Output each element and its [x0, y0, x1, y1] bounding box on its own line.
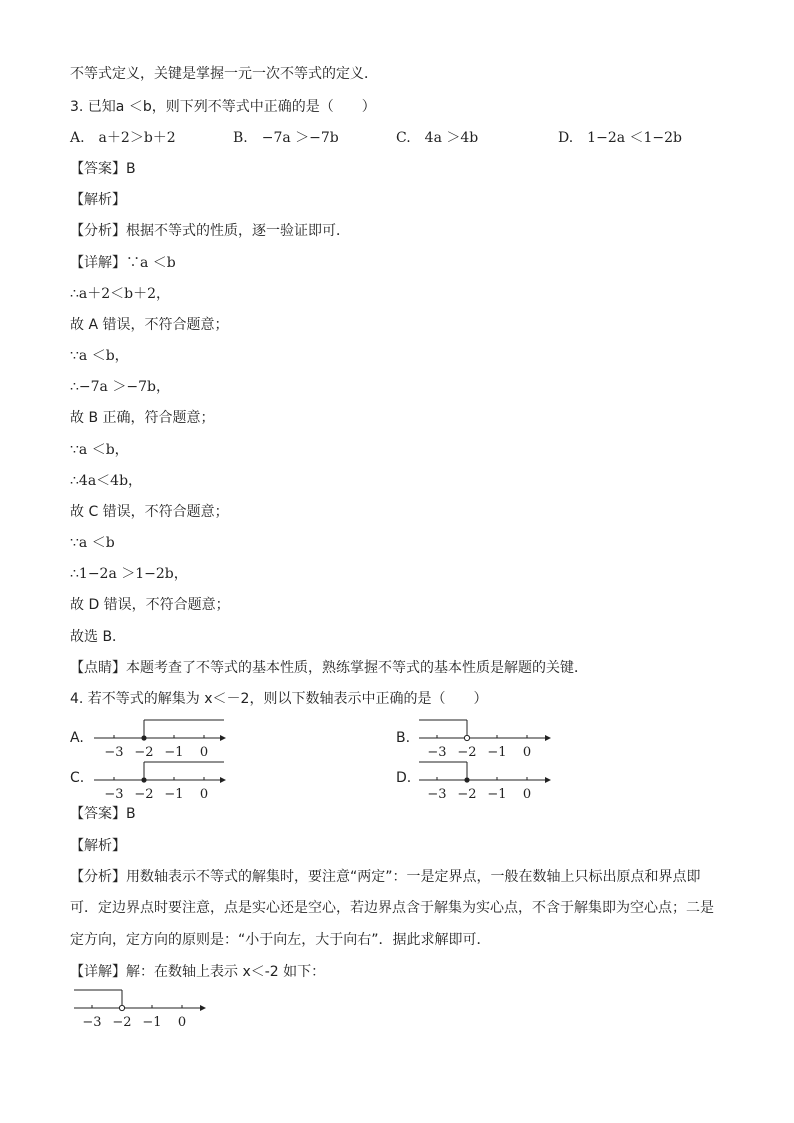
tick-label: −1 [164, 745, 184, 760]
question-3-stem: 3. 已知a ＜b，则下列不等式中正确的是（ ） [70, 99, 376, 115]
tick-label: −1 [487, 787, 507, 802]
number-line-c [90, 756, 230, 802]
question-4-stem: 4. 若不等式的解集为 x＜－2，则以下数轴表示中正确的是（ ） [70, 691, 488, 707]
q3-option-b: B. −7a ＞−7b [233, 130, 339, 146]
tick-label: −2 [134, 745, 154, 760]
q4-option-b-label: B. [396, 730, 411, 746]
analysis-header: 【解析】 [70, 838, 126, 854]
comment-text: 【点睛】本题考查了不等式的基本性质，熟练掌握不等式的基本性质是解题的关键． [70, 660, 588, 676]
tick-label: −3 [104, 787, 124, 802]
q3-option-c: C. 4a ＞4b [396, 130, 479, 146]
analysis-text: 定方向，定方向的原则是：“小于向左，大于向右”．据此求解即可． [70, 932, 491, 948]
tick-label: 0 [199, 745, 209, 760]
detail-text: 【详解】∵a ＜b [70, 255, 176, 271]
solution-step: 故 A 错误，不符合题意； [70, 317, 229, 333]
solution-step: ∴4a＜4b， [70, 473, 143, 489]
solution-step: ∴−7a ＞−7b， [70, 379, 170, 395]
q4-option-a-label: A. [70, 730, 84, 746]
solution-step: 故 B 正确，符合题意； [70, 410, 215, 426]
solution-step: ∴1−2a ＞1−2b， [70, 566, 188, 582]
solution-step: ∵a ＜b， [70, 348, 129, 364]
text-line: 不等式定义，关键是掌握一元一次不等式的定义． [70, 66, 378, 82]
number-line-d [415, 756, 555, 802]
solution-step: 故 C 错误，不符合题意； [70, 504, 229, 520]
tick-label: −1 [487, 745, 507, 760]
number-line-b [415, 714, 555, 760]
q4-option-c-label: C. [70, 770, 85, 786]
tick-label: −1 [142, 1015, 162, 1030]
tick-label: −3 [427, 787, 447, 802]
q4-option-d-label: D. [396, 770, 412, 786]
solution-step: ∴a＋2＜b＋2， [70, 286, 171, 302]
tick-label: 0 [522, 745, 532, 760]
answer-label: 【答案】B [70, 806, 136, 822]
tick-label: −1 [164, 787, 184, 802]
solution-step: 故选 B． [70, 629, 127, 645]
detail-text: 【详解】解：在数轴上表示 x＜-2 如下： [70, 964, 326, 980]
tick-label: −2 [134, 787, 154, 802]
q3-option-d: D. 1−2a ＜1−2b [558, 130, 683, 146]
solution-step: ∵a ＜b [70, 535, 115, 551]
tick-label: −3 [104, 745, 124, 760]
tick-label: 0 [177, 1015, 187, 1030]
number-line-a [90, 714, 230, 760]
q3-option-a: A. a＋2＞b＋2 [70, 130, 176, 146]
analysis-text: 【分析】根据不等式的性质，逐一验证即可． [70, 223, 350, 239]
tick-label: −2 [457, 745, 477, 760]
solution-step: ∵a ＜b， [70, 442, 129, 458]
tick-label: −3 [427, 745, 447, 760]
analysis-text: 可．定边界点时要注意，点是实心还是空心，若边界点含于解集为实心点，不含于解集即为空心点；二是 [70, 900, 714, 916]
tick-label: −2 [112, 1015, 132, 1030]
solution-step: 故 D 错误，不符合题意； [70, 597, 230, 613]
tick-label: −2 [457, 787, 477, 802]
tick-label: −3 [82, 1015, 102, 1030]
analysis-header: 【解析】 [70, 192, 126, 208]
number-line-solution [70, 984, 210, 1030]
tick-label: 0 [522, 787, 532, 802]
tick-label: 0 [199, 787, 209, 802]
analysis-text: 【分析】用数轴表示不等式的解集时，要注意“两定”：一是定界点，一般在数轴上只标出原点和界点即 [70, 869, 701, 885]
answer-label: 【答案】B [70, 161, 136, 177]
